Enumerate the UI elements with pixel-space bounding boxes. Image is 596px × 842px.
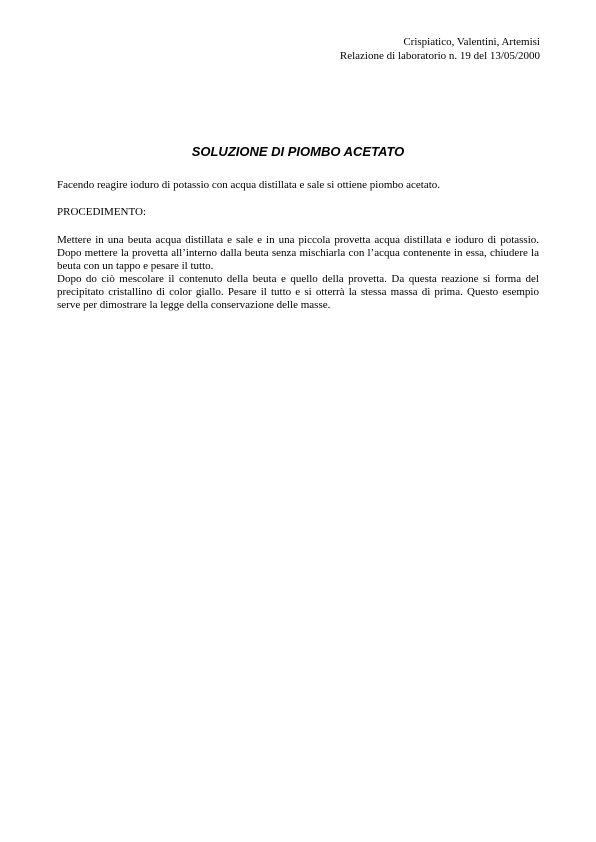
header-authors: Crispiatico, Valentini, Artemisi bbox=[403, 36, 540, 48]
document-title: SOLUZIONE DI PIOMBO ACETATO bbox=[191, 144, 405, 159]
procedure-section bbox=[57, 234, 539, 312]
header-report-info: Relazione di laboratorio n. 19 del 13/05/2000 bbox=[339, 50, 540, 62]
procedure-paragraph: Dopo do ciò mescolare il contenuto della beuta e quello della provetta. Da questa reazione si forma del precipitato cristallino di color giallo. Pesare il tutto e si otterrà la stessa massa di prima. Questo esempio serve per dimostrare la legge della conservazione delle masse. bbox=[57, 273, 539, 311]
procedure-paragraph: Mettere in una beuta acqua distillata e sale e in una piccola provetta acqua distillata e ioduro di potassio. Dopo mettere la provetta all’interno dalla beuta senza mischiarla con l’acqua contenente in essa, chiudere la beuta con un tappo e pesare il tutto. bbox=[57, 234, 539, 272]
intro-paragraph: Facendo reagire ioduro di potassio con acqua distillata e sale si ottiene piombo acetato. bbox=[57, 179, 441, 191]
procedure-heading: PROCEDIMENTO: bbox=[57, 206, 147, 218]
page-header bbox=[340, 35, 540, 63]
